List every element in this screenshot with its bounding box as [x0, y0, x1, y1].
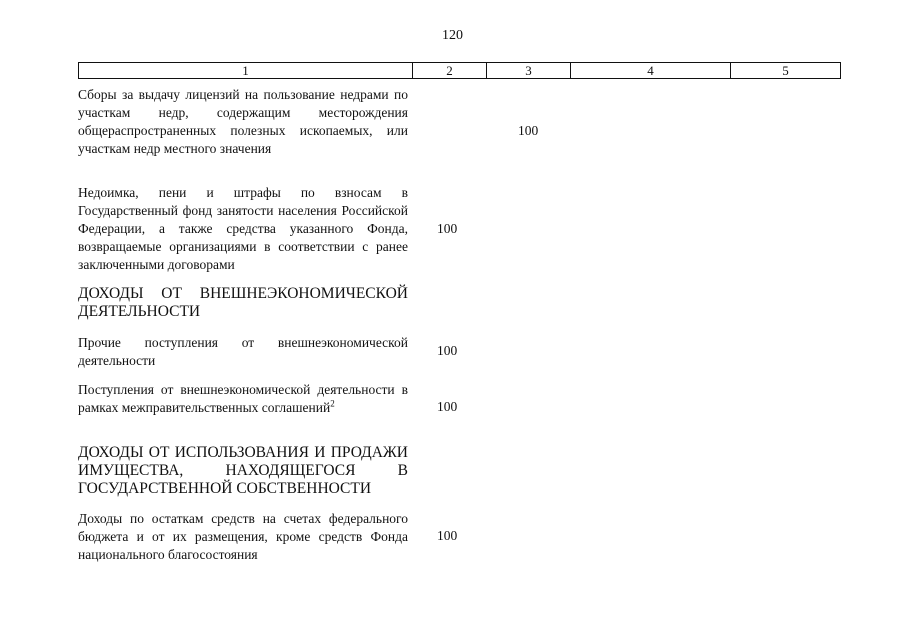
table-row-text-content: Поступления от внешнеэкономической деятельности в рамках межправительственных соглашений [78, 382, 408, 415]
section-heading: ДОХОДЫ ОТ ВНЕШНЕЭКОНОМИЧЕСКОЙ ДЕЯТЕЛЬНОСТИ [78, 285, 408, 320]
column-header-3: 3 [487, 63, 571, 79]
table-row-text: Доходы по остаткам средств на счетах федерального бюджета и от их размещения, кроме средств Фонда национального благосостояния [78, 511, 408, 562]
column-header-2: 2 [413, 63, 487, 79]
table-row-col2-value: 100 [437, 221, 458, 236]
table-row-text: Прочие поступления от внешнеэкономической деятельности [78, 335, 408, 368]
table-row-text [78, 381, 408, 417]
column-header-5: 5 [731, 63, 841, 79]
table-row-col3-value: 100 [518, 123, 539, 138]
footnote-marker: 2 [330, 398, 335, 409]
column-header-4: 4 [571, 63, 731, 79]
section-heading: ДОХОДЫ ОТ ИСПОЛЬЗОВАНИЯ И ПРОДАЖИ ИМУЩЕСТВА, НАХОДЯЩЕГОСЯ В ГОСУДАРСТВЕННОЙ СОБСТВЕННОСТИ [78, 444, 408, 497]
table-row-col2-value: 100 [437, 343, 458, 358]
table-row-col2-value: 100 [437, 399, 458, 414]
page-number: 120 [442, 28, 463, 43]
table-row-text: Недоимка, пени и штрафы по взносам в Государственный фонд занятости населения Российской Федерации, а также средства указанного Фонда, возвращаемые организациями в соответствии с ранее заключенными договорами [78, 185, 408, 272]
table-row-col2-value: 100 [437, 528, 458, 543]
table-row-text: Сборы за выдачу лицензий на пользование недрами по участкам недр, содержащим месторождения общераспространенных полезных ископаемых, или участкам недр местного значения [78, 87, 408, 156]
column-header-table [78, 62, 841, 79]
column-header-1: 1 [79, 63, 413, 79]
column-header-row [79, 63, 841, 79]
